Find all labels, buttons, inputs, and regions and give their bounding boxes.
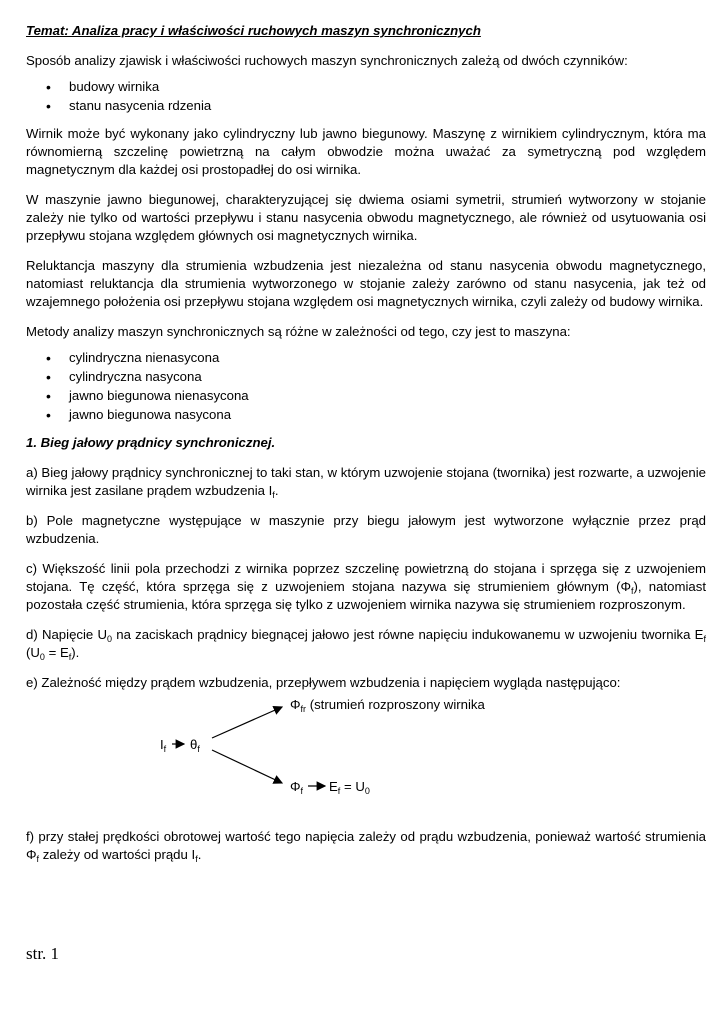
paragraph-e: e) Zależność między prądem wzbudzenia, przepływem wzbudzenia i napięciem wygląda następująco: [26,675,621,690]
paragraph-reluctance: Reluktancja maszyny dla strumienia wzbudzenia jest niezależna od stanu nasycenia obwodu magnetycznego, natomiast reluktancja dla strumienia wytworzonego w stojanie zależy zarówno od stanu nasycenia, jak też od wzajemnego położenia osi przepływu stojana względem osi magnetycznych wirnika, czyli zależy od budowy wirnika. [26,258,706,309]
methods-intro: Metody analizy maszyn synchronicznych są różne w zależności od tego, czy jest to maszyna: [26,324,571,339]
label-phi-f: $\Phi_f$ [290,779,304,796]
page-number: str. 1 [26,944,60,963]
intro-paragraph: Sposób analizy zjawisk i właściwości ruchowych maszyn synchronicznych zależą od dwóch czynników: [26,53,628,68]
label-theta-f: $\theta_f$ [190,737,200,754]
methods-list [26,349,706,424]
label-phi-fr: $\Phi_{fr}$ (strumień rozproszony wirnika [290,697,485,714]
paragraph-salient-pole: W maszynie jawno biegunowej, charakteryzującej się dwiema osiami symetrii, strumień wytworzony w stojanie zależy nie tylko od wartości przepływu i stanu nasycenia obwodu magnetycznego, ale również od usytuowania osi przepływu stojana względem głównych osi magnetycznych wirnika. [26,192,706,243]
list-item: • cylindryczna nasycona [26,368,706,386]
list-item: • stanu nasycenia rdzenia [26,97,706,115]
paragraph-d: d) Napięcie $U_0$ na zaciskach prądnicy biegnącej jałowo jest równe napięciu indukowanemu w uzwojeniu twornika $E_f$ $(U_0 = E_f)$. [26,627,706,662]
list-item: • budowy wirnika [26,78,706,96]
diagram-arrows [26,704,706,816]
paragraph-rotor: Wirnik może być wykonany jako cylindryczny lub jawno biegunowy. Maszynę z wirnikiem cylindrycznym, która ma równomierną szczelinę powietrzną na całym obwodzie można uważać za symetryczną pod względem magnetycznym dla każdej osi prostopadłej do osi wirnika. [26,126,706,177]
factors-list [26,78,706,115]
list-item: • cylindryczna nienasycona [26,349,706,367]
paragraph-a: a) Bieg jałowy prądnicy synchronicznej to taki stan, w którym uzwojenie stojana (twornika) jest rozwarte, a uzwojenie wirnika jest zasilane prądem wzbudzenia $I_f$. [26,465,706,500]
label-if: $I_f$ [160,737,167,754]
document-page [26,22,706,876]
arrow-to-phi-fr [212,707,282,738]
section-heading: 1. Bieg jałowy prądnicy synchronicznej. [26,435,276,450]
flux-diagram [26,697,706,816]
paragraph-c: c) Większość linii pola przechodzi z wirnika poprzez szczelinę powietrzną do stojana i sprzęga się z uzwojeniem stojana. Tę część, która sprzęga się z uzwojeniem stojana nazywa się strumieniem głównym $(\Phi_f)$, natomiast pozostała część strumienia, która sprzęga się tylko z uzwojeniem wirnika nazywa się strumieniem rozproszonym. [26,561,706,612]
paragraph-b: b) Pole magnetyczne występujące w maszynie przy biegu jałowym jest wytworzone wyłącznie przez prąd wzbudzenia. [26,513,706,546]
list-item: • jawno biegunowa nienasycona [26,387,706,405]
label-ef-u0: $E_f = U_0$ [329,779,370,796]
arrow-to-phi-f [212,750,282,783]
document-title: Temat: Analiza pracy i właściwości ruchowych maszyn synchronicznych [26,23,481,38]
list-item: • jawno biegunowa nasycona [26,406,706,424]
paragraph-f: f) przy stałej prędkości obrotowej wartość tego napięcia zależy od prądu wzbudzenia, ponieważ wartość strumienia $\Phi_f$ zależy od wartości prądu $I_f$. [26,829,706,864]
